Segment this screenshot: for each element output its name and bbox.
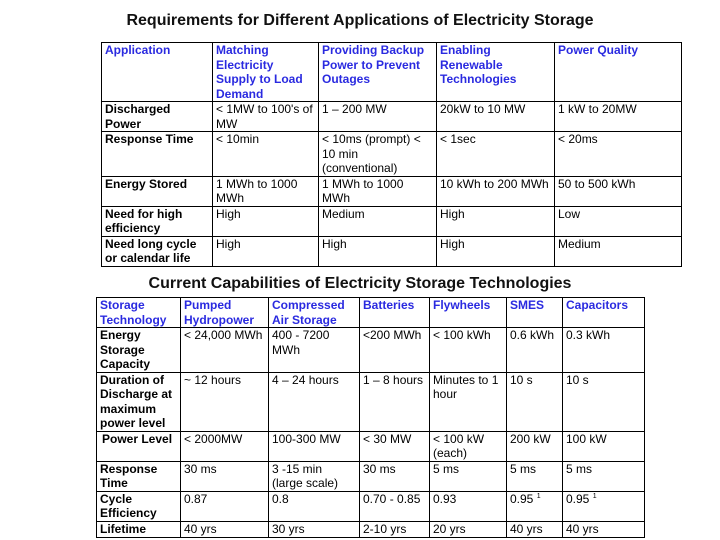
table2-title: Current Capabilities of Electricity Storage Technologies [148, 275, 572, 292]
table-cell: 5 ms [563, 461, 645, 491]
table-cell: < 2000MW [181, 431, 269, 461]
table-cell: < 100 kWh [430, 328, 507, 373]
table-cell: 3 -15 min (large scale) [269, 461, 360, 491]
table-cell: 40 yrs [563, 521, 645, 537]
table-row [102, 102, 682, 132]
row-label: Power Level [97, 431, 181, 461]
table-cell: 10 s [563, 372, 645, 431]
table-cell: 20 yrs [430, 521, 507, 537]
table-cell: 0.3 kWh [563, 328, 645, 373]
table-cell: High [437, 206, 555, 236]
header-cell: Batteries [360, 298, 430, 328]
row-label: Discharged Power [102, 102, 213, 132]
header-cell: Pumped Hydropower [181, 298, 269, 328]
table-header-row [97, 298, 645, 328]
row-label: Energy Stored [102, 176, 213, 206]
table-cell: Medium [555, 236, 682, 266]
table-cell: 1 – 8 hours [360, 372, 430, 431]
table-cell: 0.93 [430, 491, 507, 521]
table-cell: Minutes to 1 hour [430, 372, 507, 431]
cell-value: 0.95 [566, 491, 590, 506]
requirements-table [101, 42, 682, 267]
table-row [102, 132, 682, 177]
table-cell: 1 – 200 MW [319, 102, 437, 132]
table-cell: < 20ms [555, 132, 682, 177]
table-row [97, 491, 645, 521]
table-cell: 0.6 kWh [507, 328, 563, 373]
row-label: Need for high efficiency [102, 206, 213, 236]
row-label: Cycle Efficiency [97, 491, 181, 521]
table1-title: Requirements for Different Applications of Electricity Storage [126, 12, 594, 29]
table-cell: 50 to 500 kWh [555, 176, 682, 206]
row-label: Duration of Discharge at maximum power level [97, 372, 181, 431]
table-cell: 5 ms [507, 461, 563, 491]
row-label: Energy Storage Capacity [97, 328, 181, 373]
header-cell: Flywheels [430, 298, 507, 328]
table-cell: 0.70 - 0.85 [360, 491, 430, 521]
table-cell: 400 - 7200 MWh [269, 328, 360, 373]
table-cell: ~ 12 hours [181, 372, 269, 431]
table-cell: < 24,000 MWh [181, 328, 269, 373]
table-cell: Medium [319, 206, 437, 236]
table-cell: High [213, 236, 319, 266]
row-label: Need long cycle or calendar life [102, 236, 213, 266]
table-cell: 1 MWh to 1000 MWh [319, 176, 437, 206]
table-cell: < 1sec [437, 132, 555, 177]
table-cell: 1 kW to 20MW [555, 102, 682, 132]
table-cell: 200 kW [507, 431, 563, 461]
table-header-row [102, 43, 682, 102]
header-cell: Compressed Air Storage [269, 298, 360, 328]
cell-value: 0.95 [510, 491, 534, 506]
table-cell: < 1MW to 100's of MW [213, 102, 319, 132]
table-row [102, 236, 682, 266]
table-cell: High [213, 206, 319, 236]
table-cell: 20kW to 10 MW [437, 102, 555, 132]
table-cell: 0.8 [269, 491, 360, 521]
table-cell: < 10min [213, 132, 319, 177]
header-cell: SMES [507, 298, 563, 328]
table-cell: 30 ms [360, 461, 430, 491]
table-cell: 100 kW [563, 431, 645, 461]
table-row [97, 461, 645, 491]
table-cell: 30 ms [181, 461, 269, 491]
table-cell: 5 ms [430, 461, 507, 491]
table-row [102, 206, 682, 236]
header-cell: Storage Technology [97, 298, 181, 328]
table-cell: 10 s [507, 372, 563, 431]
table-cell: 4 – 24 hours [269, 372, 360, 431]
table-cell: 0.87 [181, 491, 269, 521]
table-cell [507, 491, 563, 521]
table-cell: 2-10 yrs [360, 521, 430, 537]
table-cell: 30 yrs [269, 521, 360, 537]
header-cell: Matching Electricity Supply to Load Demand [213, 43, 319, 102]
table-cell: <200 MWh [360, 328, 430, 373]
table-cell: High [437, 236, 555, 266]
header-cell: Application [102, 43, 213, 102]
table-cell: 100-300 MW [269, 431, 360, 461]
header-cell: Providing Backup Power to Prevent Outages [319, 43, 437, 102]
header-cell: Power Quality [555, 43, 682, 102]
table-cell [563, 491, 645, 521]
table-cell: < 10ms (prompt) < 10 min (conventional) [319, 132, 437, 177]
row-label: Response Time [97, 461, 181, 491]
table-cell: 40 yrs [181, 521, 269, 537]
table-cell: < 30 MW [360, 431, 430, 461]
row-label: Response Time [102, 132, 213, 177]
header-cell: Enabling Renewable Technologies [437, 43, 555, 102]
header-cell: Capacitors [563, 298, 645, 328]
table-cell: 1 MWh to 1000 MWh [213, 176, 319, 206]
row-label: Lifetime [97, 521, 181, 537]
table-row [97, 372, 645, 431]
footnote-mark: 1 [536, 492, 541, 500]
table-row [97, 431, 645, 461]
table-cell: High [319, 236, 437, 266]
table-row [102, 176, 682, 206]
table-cell: 40 yrs [507, 521, 563, 537]
table-row [97, 328, 645, 373]
table-cell: < 100 kW (each) [430, 431, 507, 461]
capabilities-table [96, 297, 645, 538]
table-cell: 10 kWh to 200 MWh [437, 176, 555, 206]
footnote-mark: 1 [592, 492, 597, 500]
table-row [97, 521, 645, 537]
table-cell: Low [555, 206, 682, 236]
